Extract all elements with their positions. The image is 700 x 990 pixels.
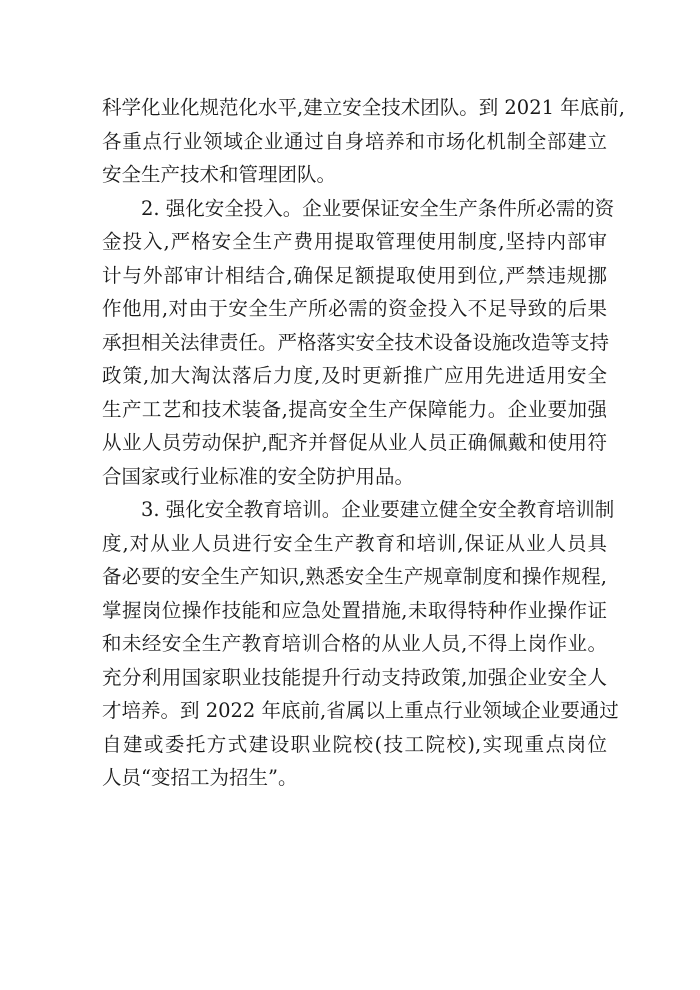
paragraph [102, 493, 619, 795]
paragraph [102, 192, 615, 494]
text-line: 从业人员劳动保护,配齐并督促从业人员正确佩戴和使用符 [102, 431, 607, 454]
paragraph [102, 91, 625, 192]
text-line: 合国家或行业标准的安全防护用品。 [102, 464, 415, 488]
text-line: 才培养。到 2022 年底前,省属以上重点行业领域企业要通过 [102, 699, 619, 722]
document-body [102, 91, 625, 795]
text-line: 金投入,严格安全生产费用提取管理使用制度,坚持内部审 [102, 230, 607, 253]
text-line: 3. 强化安全教育培训。企业要建立健全安全教育培训制 [141, 498, 615, 521]
text-line: 人员“变招工为招生”。 [102, 766, 298, 789]
text-line: 承担相关法律责任。严格落实安全技术设备设施改造等支持 [102, 330, 610, 354]
text-line: 安全生产技术和管理团队。 [102, 163, 337, 186]
text-line: 作他用,对由于安全生产所必需的资金投入不足导致的后果 [102, 297, 607, 320]
text-line: 度,对从业人员进行安全生产教育和培训,保证从业人员具 [102, 531, 607, 555]
text-line: 备必要的安全生产知识,熟悉安全生产规章制度和操作规程, [102, 565, 607, 588]
text-line: 生产工艺和技术装备,提高安全生产保障能力。企业要加强 [102, 397, 607, 421]
text-line: 自建或委托方式建设职业院校(技工院校),实现重点岗位 [102, 732, 607, 756]
text-line: 掌握岗位操作技能和应急处置措施,未取得特种作业操作证 [102, 598, 607, 622]
text-line: 计与外部审计相结合,确保足额提取使用到位,严禁违规挪 [102, 263, 607, 287]
text-line: 2. 强化安全投入。企业要保证安全生产条件所必需的资 [141, 196, 615, 220]
text-line: 政策,加大淘汰落后力度,及时更新推广应用先进适用安全 [102, 364, 607, 387]
text-line: 各重点行业领域企业通过自身培养和市场化机制全部建立 [102, 129, 607, 153]
text-line: 充分利用国家职业技能提升行动支持政策,加强企业安全人 [102, 665, 607, 689]
text-line: 和未经安全生产教育培训合格的从业人员,不得上岗作业。 [102, 632, 607, 655]
text-line: 科学化业化规范化水平,建立安全技术团队。到 2021 年底前, [102, 96, 625, 119]
